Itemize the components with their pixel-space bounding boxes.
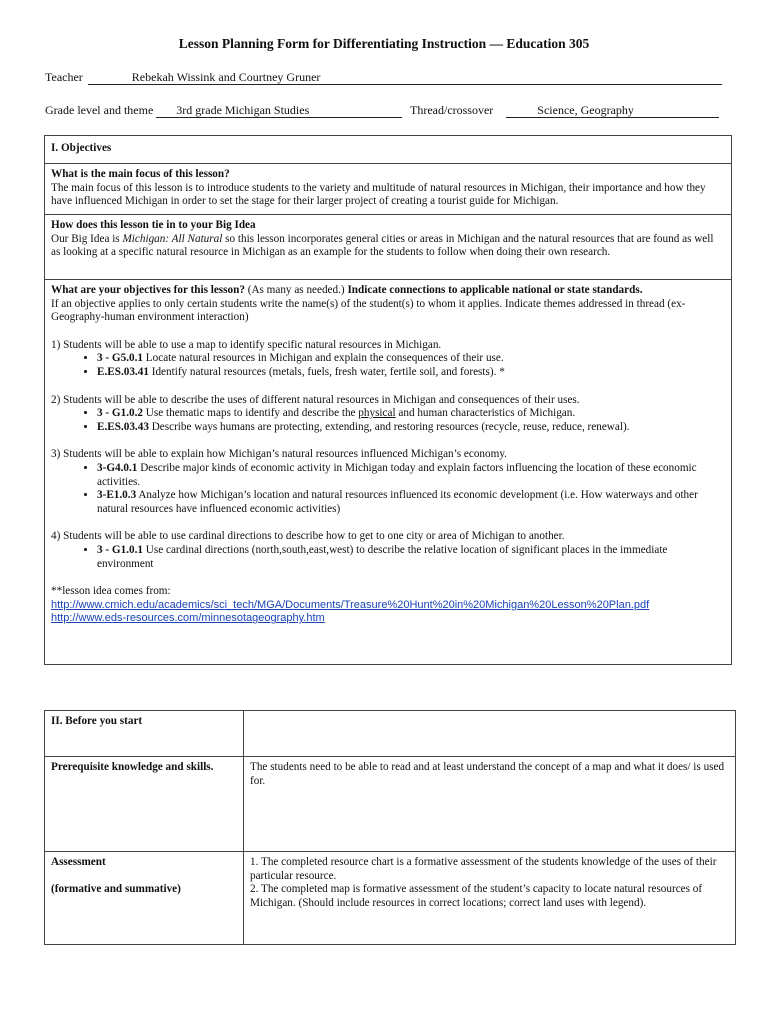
focus-row xyxy=(45,164,732,215)
objective-4-standards xyxy=(51,544,725,571)
list-item xyxy=(97,489,725,516)
list-item xyxy=(97,366,725,380)
objectives-question-text: What are your objectives for this lesson? xyxy=(51,284,245,296)
objectives-table xyxy=(44,135,732,665)
teacher-label: Teacher xyxy=(45,70,83,84)
source-link-cmich[interactable]: http://www.cmich.edu/academics/sci_tech/MGA/Documents/Treasure%20Hunt%20in%20Michigan%20Lesson%20Plan.pdf xyxy=(51,598,650,611)
list-item xyxy=(97,462,725,489)
bigidea-answer xyxy=(51,233,725,260)
standard-code: 3 - G1.0.1 xyxy=(97,543,143,556)
focus-answer: The main focus of this lesson is to introduce students to the variety and multitude of natural resources in Michigan, their importance and how they have influenced Michigan in order to set the stage for their larger project of creating a tourist guide for Michigan. xyxy=(51,181,706,208)
assessment-label: Assessment xyxy=(51,856,106,868)
prereq-text: The students need to be able to read and at least understand the concept of a map and what it does/ is used for. xyxy=(250,761,725,787)
objective-1: 1) Students will be able to use a map to identify specific natural resources in Michigan. xyxy=(51,338,442,351)
standard-text: Locate natural resources in Michigan and explain the consequences of their use. xyxy=(143,352,504,365)
list-item xyxy=(97,544,725,571)
standard-text: Identify natural resources (metals, fuels, fresh water, fertile soil, and forests). * xyxy=(148,365,505,378)
before-heading-empty-cell xyxy=(244,711,736,757)
bigidea-answer-pre: Our Big Idea is xyxy=(51,232,123,245)
before-you-start-table xyxy=(44,710,736,945)
standard-code: 3-G4.0.1 xyxy=(97,461,138,474)
thread-value: Science, Geography xyxy=(537,103,634,117)
standard-code: E.ES.03.41 xyxy=(97,365,149,378)
thread-value-line xyxy=(506,103,719,118)
standard-text-underlined: physical xyxy=(358,407,396,420)
list-item xyxy=(97,421,725,435)
standard-text: Use cardinal directions (north,south,east,west) to describe the relative location of significant places in the immediate environment xyxy=(97,543,668,570)
before-heading-row xyxy=(45,711,736,757)
standard-text: Analyze how Michigan’s location and natural resources influenced its economic development (i.e. How waterways and other natural resources have influenced economic activities) xyxy=(97,489,698,515)
list-item xyxy=(97,352,725,366)
objectives-heading: I. Objectives xyxy=(51,142,112,154)
objective-2: 2) Students will be able to describe the uses of different natural resources in Michigan and consequences of their uses. xyxy=(51,393,580,406)
objectives-list-row xyxy=(45,280,732,665)
source-link-eds[interactable]: http://www.eds-resources.com/minnesotageography.htm xyxy=(51,612,325,625)
thread-field xyxy=(410,103,719,118)
objectives-question-paren: (As many as needed.) xyxy=(244,284,348,296)
standard-code: E.ES.03.43 xyxy=(97,420,149,433)
teacher-value: Rebekah Wissink and Courtney Gruner xyxy=(131,70,321,84)
objective-2-standards xyxy=(51,407,725,434)
objectives-note: If an objective applies to only certain students write the name(s) of the student(s) to whom it applies. Indicate themes addressed in thread (ex-Geography-human environment interaction) xyxy=(51,297,686,324)
bigidea-answer-post: so this lesson incorporates general cities or areas in Michigan and the natural resources that are found as well as looking at a specific natural resource in Michigan as an example for the students to follow when doing their own research. xyxy=(51,232,714,259)
focus-question: What is the main focus of this lesson? xyxy=(51,168,230,180)
grade-value-line xyxy=(156,103,402,118)
grade-label: Grade level and theme xyxy=(45,103,154,117)
objective-3-standards xyxy=(51,462,725,516)
bigidea-question: How does this lesson tie in to your Big Idea xyxy=(51,219,256,231)
source-note: **lesson idea comes from: xyxy=(51,585,171,598)
teacher-value-line xyxy=(88,70,722,85)
before-heading: II. Before you start xyxy=(51,715,143,727)
big-idea-name: Michigan: All Natural xyxy=(122,232,223,245)
standard-code: 3 - G5.0.1 xyxy=(97,352,143,365)
standard-text: Describe ways humans are protecting, extending, and restoring resources (recycle, reuse, reduce, renewal). xyxy=(148,420,630,433)
grade-field xyxy=(45,103,402,118)
bigidea-row xyxy=(45,215,732,280)
standard-code: 3 - G1.0.2 xyxy=(97,407,143,420)
objectives-question xyxy=(51,284,725,298)
page-title: Lesson Planning Form for Differentiating Instruction — Education 305 xyxy=(178,36,590,51)
objective-1-standards xyxy=(51,352,725,379)
standards-instruction: Indicate connections to applicable national or state standards. xyxy=(347,284,643,296)
objective-4: 4) Students will be able to use cardinal directions to describe how to get to one city or area of Michigan to another. xyxy=(51,530,565,543)
assessment-row xyxy=(45,852,736,945)
standard-text-pre: Use thematic maps to identify and describe the xyxy=(143,407,359,420)
standard-text: Describe major kinds of economic activity in Michigan today and explain factors influencing the location of these economic activities. xyxy=(97,461,697,488)
prereq-row xyxy=(45,757,736,852)
standard-code: 3-E1.0.3 xyxy=(97,489,137,502)
prereq-label: Prerequisite knowledge and skills. xyxy=(51,761,214,773)
assessment-item-2: 2. The completed map is formative assessment of the student’s capacity to locate natural resources of Michigan. (Should include resources in correct locations; correct land uses with legend). xyxy=(250,883,703,909)
thread-label: Thread/crossover xyxy=(410,103,494,117)
objectives-heading-row xyxy=(45,136,732,164)
list-item xyxy=(97,407,725,421)
grade-value: 3rd grade Michigan Studies xyxy=(176,103,310,117)
assessment-item-1: 1. The completed resource chart is a formative assessment of the students knowledge of the uses of their particular resource. xyxy=(250,856,717,882)
objective-3: 3) Students will be able to explain how Michigan’s natural resources influenced Michigan’s economy. xyxy=(51,448,507,461)
standard-text-post: and human characteristics of Michigan. xyxy=(395,407,576,420)
assessment-sublabel: (formative and summative) xyxy=(51,882,181,895)
teacher-field xyxy=(45,70,722,85)
